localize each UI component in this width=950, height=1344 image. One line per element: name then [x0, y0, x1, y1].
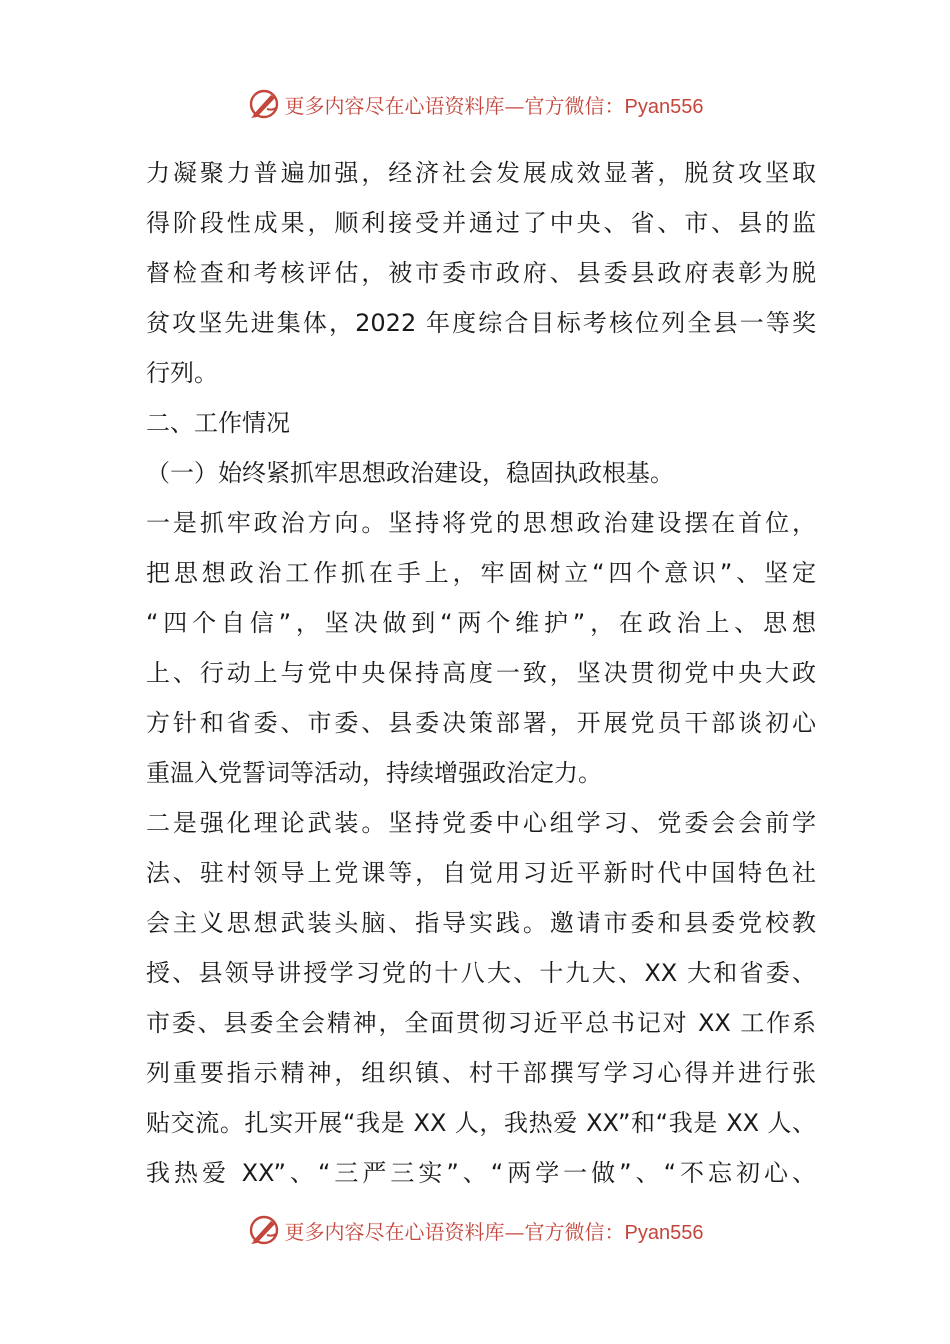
body-line: 二是强化理论武装。坚持党委中心组学习、党委会会前学 — [146, 809, 816, 837]
body-line: 得阶段性成果，顺利接受并通过了中央、省、市、县的监 — [146, 209, 816, 237]
body-line: 重温入党誓词等活动，持续增强政治定力。 — [146, 759, 602, 787]
body-line: 授、县领导讲授学习党的十八大、十九大、XX 大和省委、 — [146, 959, 816, 987]
banner-text-id: Pyan556 — [624, 95, 704, 118]
body-line: 我热爱 XX”、“三严三实”、“两学一做”、“不忘初心、 — [146, 1159, 816, 1187]
body-line: “四个自信”，坚决做到“两个维护”，在政治上、思想 — [146, 609, 816, 637]
body-line: 方针和省委、市委、县委决策部署，开展党员干部谈初心 — [146, 709, 816, 737]
body-line: 力凝聚力普遍加强，经济社会发展成效显著，脱贫攻坚取 — [146, 159, 816, 187]
pen-circle-logo-icon — [247, 1213, 281, 1247]
body-line: 法、驻村领导上党课等，自觉用习近平新时代中国特色社 — [146, 859, 816, 887]
body-line: 一是抓牢政治方向。坚持将党的思想政治建设摆在首位， — [146, 509, 816, 537]
banner-text — [285, 1216, 704, 1245]
body-line: 督检查和考核评估，被市委市政府、县委县政府表彰为脱 — [146, 259, 816, 287]
footer-watermark-banner — [0, 1210, 950, 1250]
banner-text-cn: 更多内容尽在心语资料库—官方微信： — [284, 1219, 625, 1244]
body-line: 市委、县委全会精神，全面贯彻习近平总书记对 XX 工作系 — [146, 1009, 816, 1037]
body-line: 把思想政治工作抓在手上，牢固树立“四个意识”、坚定 — [146, 559, 816, 587]
document-body — [146, 148, 816, 1198]
section-heading: 二、工作情况 — [146, 409, 290, 437]
body-line: 行列。 — [146, 359, 218, 387]
header-watermark-banner — [0, 84, 950, 124]
pen-circle-logo-icon — [247, 87, 281, 121]
banner-text-id: Pyan556 — [624, 1221, 704, 1244]
body-line: 贴交流。扎实开展“我是 XX 人，我热爱 XX”和“我是 XX 人、 — [146, 1109, 816, 1137]
body-line: 会主义思想武装头脑、指导实践。邀请市委和县委党校教 — [146, 909, 816, 937]
banner-text — [285, 90, 704, 119]
banner-text-cn: 更多内容尽在心语资料库—官方微信： — [284, 93, 625, 118]
body-line: 贫攻坚先进集体，2022 年度综合目标考核位列全县一等奖 — [146, 309, 816, 337]
subsection-heading: （一）始终紧抓牢思想政治建设，稳固执政根基。 — [146, 459, 674, 487]
body-line: 列重要指示精神，组织镇、村干部撰写学习心得并进行张 — [146, 1059, 816, 1087]
body-line: 上、行动上与党中央保持高度一致，坚决贯彻党中央大政 — [146, 659, 816, 687]
